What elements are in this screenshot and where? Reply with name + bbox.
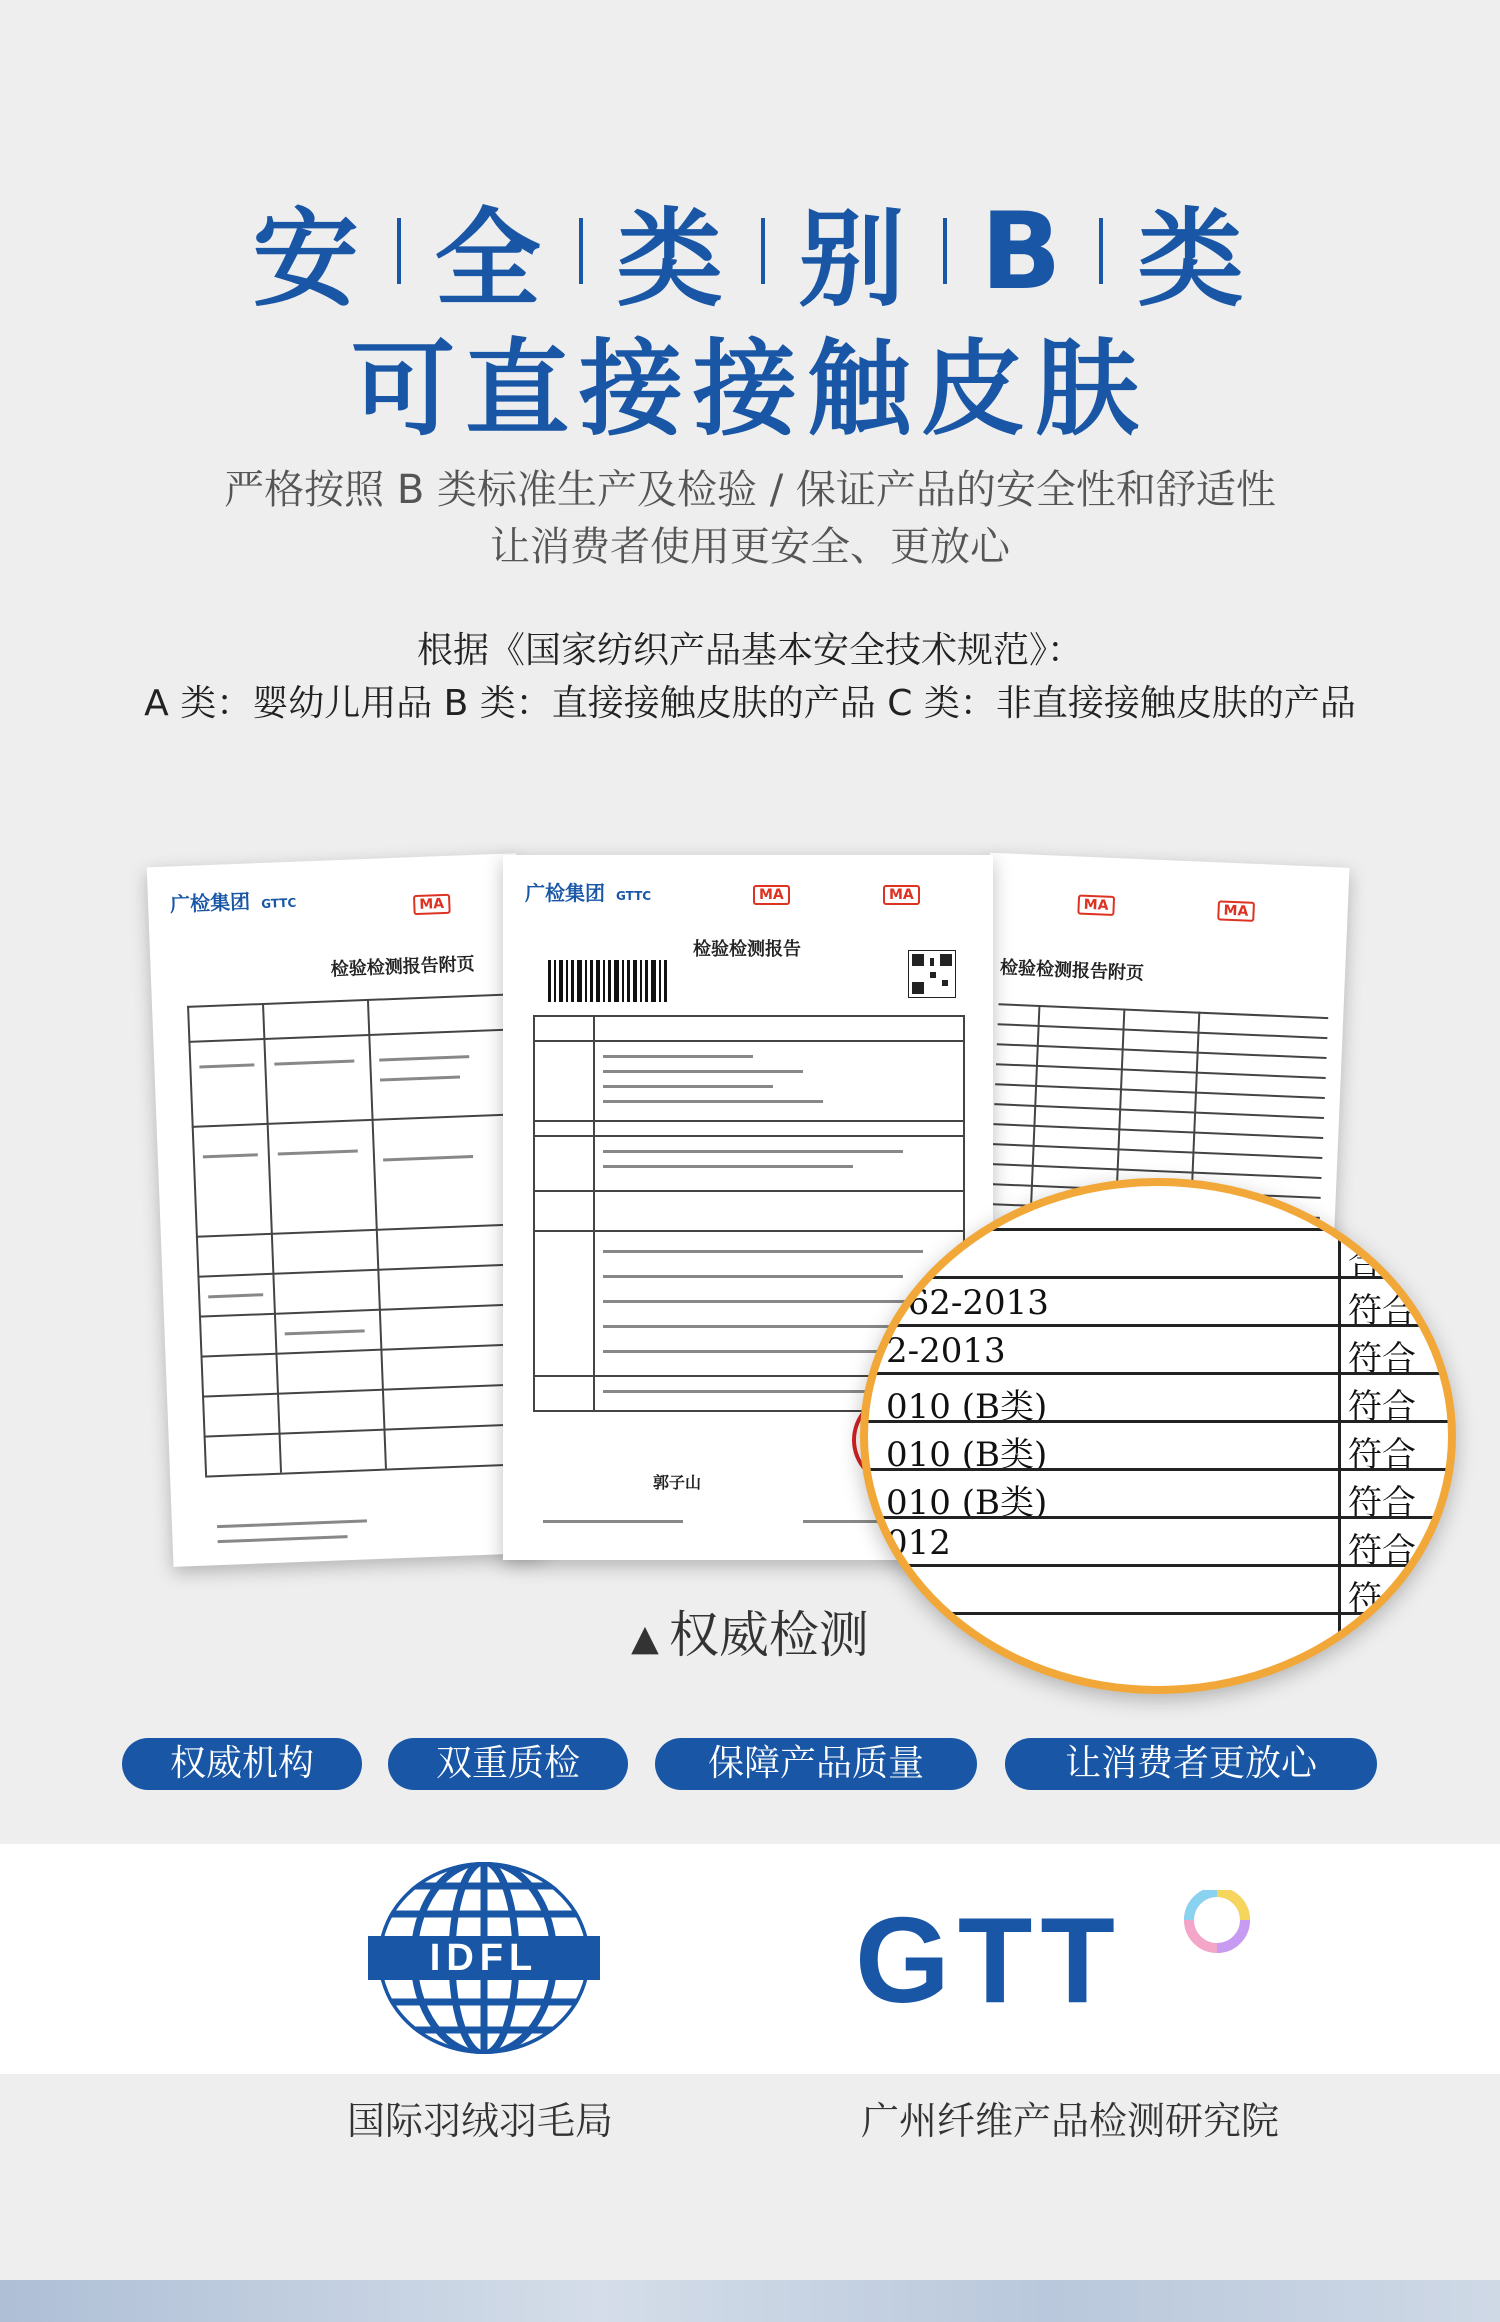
zoom-result: 符合	[1348, 1339, 1416, 1379]
headline-line2: 可直接接触皮肤	[350, 328, 1149, 450]
triangle-up-icon: ▲	[631, 1618, 659, 1659]
report-center-title: 检验检测报告	[693, 939, 801, 960]
separator	[943, 218, 947, 284]
zoom-standard: 010 (B类)	[886, 1483, 1048, 1523]
barcode-icon	[548, 960, 668, 1002]
feature-pill: 权威机构	[122, 1738, 362, 1790]
report-left	[147, 853, 544, 1567]
caption	[0, 1595, 1500, 1667]
separator	[397, 218, 401, 284]
gtt-rainbow-ring-icon	[1189, 1892, 1245, 1948]
cma-mark: MA	[753, 885, 790, 905]
cma-mark: MA	[1077, 895, 1115, 917]
subtitle-line1: 严格按照 B 类标准生产及检验 / 保证产品的安全性和舒适性	[224, 467, 1276, 513]
zoom-standard: 862-2013	[886, 1283, 1049, 1323]
separator	[579, 218, 583, 284]
zoom-standard: 010 (B类)	[886, 1435, 1048, 1475]
bottom-image-strip	[0, 2280, 1500, 2322]
feature-pill: 双重质检	[388, 1738, 628, 1790]
report-right-title: 检验检测报告附页	[999, 957, 1145, 985]
headline-char: B	[980, 189, 1066, 313]
zoom-result: 符	[1348, 1579, 1382, 1619]
org-name-idfl: 国际羽绒羽毛局	[346, 2099, 613, 2143]
gttc-logo-sub: GTTC	[615, 889, 652, 903]
separator	[761, 218, 765, 284]
zoom-result: 合	[1348, 1243, 1382, 1283]
qr-code-icon	[908, 950, 956, 998]
report-center-logo	[525, 877, 651, 906]
cma-mark: MA	[1217, 900, 1255, 922]
headline-char: 安	[252, 198, 363, 321]
feature-pill: 保障产品质量	[655, 1738, 977, 1790]
report-signature: 郭子山	[653, 1473, 702, 1492]
zoom-result: 符合	[1348, 1291, 1416, 1331]
report-left-title: 检验检测报告附页	[330, 953, 476, 981]
idfl-globe-logo	[368, 1858, 600, 2058]
logo-band	[0, 1844, 1500, 2074]
zoom-standard: 2	[886, 1571, 908, 1611]
gtt-logo-text: GTT	[855, 1892, 1123, 2020]
subtitle-line2: 让消费者使用更安全、更放心	[490, 524, 1010, 570]
headline-char: 类	[1137, 198, 1248, 321]
zoom-standard: 2-2013	[886, 1331, 1006, 1371]
gttc-logo-sub: GTTC	[260, 895, 297, 911]
separator	[1099, 218, 1103, 284]
cma-mark: MA	[413, 894, 451, 915]
gttc-logo-text: 广检集团	[169, 889, 251, 917]
standard-basis-line2: A 类：婴幼儿用品 B 类：直接接触皮肤的产品 C 类：非直接接触皮肤的产品	[144, 683, 1356, 724]
zoom-result: 符合	[1348, 1387, 1416, 1427]
headline-char: 类	[616, 198, 727, 321]
idfl-logo-text: IDFL	[429, 1937, 539, 1979]
zoom-result: 符合	[1348, 1435, 1416, 1475]
zoom-standard: 012	[886, 1523, 951, 1563]
standard-basis-line1: 根据《国家纺织产品基本安全技术规范》：	[416, 630, 1083, 671]
headline-char: 别	[798, 198, 909, 321]
cma-mark: MA	[883, 885, 920, 905]
zoom-standard: 010 (B类)	[886, 1387, 1048, 1427]
headline-char: 全	[434, 198, 545, 321]
zoom-result: 符合	[1348, 1531, 1416, 1571]
gttc-logo-text: 广检集团	[525, 881, 605, 905]
feature-pill: 让消费者更放心	[1005, 1738, 1377, 1790]
report-left-logo	[170, 884, 297, 918]
org-name-gtt: 广州纤维产品检测研究院	[860, 2099, 1279, 2143]
gtt-logo	[855, 1890, 1275, 2020]
caption-text: 权威检测	[668, 1606, 869, 1664]
zoom-result: 符合	[1348, 1483, 1416, 1523]
